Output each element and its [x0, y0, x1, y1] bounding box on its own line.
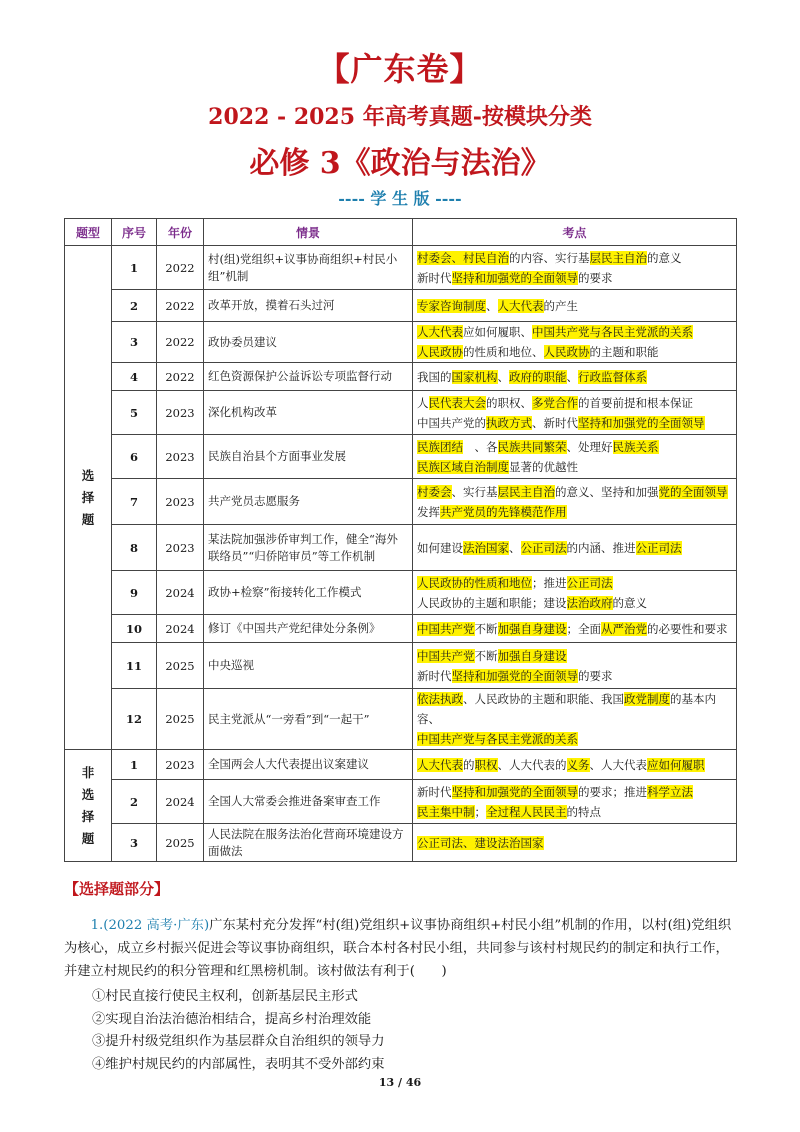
- context-cell: 共产党员志愿服务: [204, 479, 413, 525]
- context-cell: 村(组)党组织+议事协商组织+村民小组”机制: [204, 246, 413, 290]
- context-cell: 中央巡视: [204, 643, 413, 689]
- point-text: 的必要性和要求: [647, 621, 728, 636]
- number-cell: 10: [112, 615, 157, 643]
- point-line: [417, 413, 732, 433]
- option-4: ④维护村规民约的内部属性，表明其不受外部约束: [92, 1056, 385, 1072]
- highlighted-term: 人民政协: [543, 345, 590, 359]
- number-cell: 11: [112, 643, 157, 689]
- table-row: [65, 571, 737, 615]
- highlighted-term: 人民政协: [417, 345, 463, 359]
- header-points: 考点: [413, 219, 737, 246]
- highlighted-term: 专家咨询制度: [417, 298, 486, 313]
- point-text: ；全面: [566, 621, 601, 636]
- point-text: 中国共产党的: [417, 415, 486, 430]
- option-3: ③提升村级党组织作为基层群众自治组织的领导力: [92, 1034, 385, 1049]
- point-text: 显著的优越性: [509, 459, 578, 474]
- highlighted-term: 依法执政: [417, 692, 463, 706]
- highlighted-term: 人大代表: [497, 298, 544, 313]
- highlighted-term: 坚持和加强党的全面领导: [451, 668, 578, 683]
- table-row: [65, 391, 737, 435]
- point-text: 的特点: [566, 804, 601, 819]
- highlighted-term: 村委会、村民自治: [417, 250, 509, 265]
- number-cell: 12: [112, 689, 157, 750]
- points-cell: [413, 571, 737, 615]
- highlighted-term: 行政监督体系: [578, 369, 647, 384]
- context-cell: 全国两会人大代表提出议案建议: [204, 750, 413, 780]
- point-text: 的性质和地位、: [463, 345, 544, 359]
- table-row: [65, 824, 737, 862]
- year-cell: 2023: [157, 479, 204, 525]
- page-title: 【广东卷】: [317, 50, 483, 88]
- question-number: 1.: [90, 918, 104, 933]
- context-cell: 改革开放，摸着石头过河: [204, 290, 413, 322]
- point-text: 、: [566, 369, 578, 384]
- highlighted-term: 中国共产党: [417, 621, 475, 636]
- context-cell: 政协+检察”衔接转化工作模式: [204, 571, 413, 615]
- points-cell: [413, 750, 737, 780]
- point-text: 的意义、坚持和加强: [555, 484, 659, 499]
- question-type-cell: 非 选 择 题: [65, 750, 112, 862]
- year-cell: 2025: [157, 689, 204, 750]
- table-row: [65, 290, 737, 322]
- number-cell: 4: [112, 363, 157, 391]
- highlighted-term: 坚持和加强党的全面领导: [451, 270, 578, 285]
- question-body: 广东某村充分发挥“村(组)党组织+议事协商组织+村民小组”机制的作用，以村(组)党组织为核心，成立乡村振兴促进会等议事协商组织，联合本村各村民小组，共同参与该村村规民约的制定和执行工作，并建立村规民约的积分管理和红黑榜机制。该村做法有利于( ): [64, 918, 732, 979]
- question-text: [64, 914, 740, 983]
- highlighted-term: 法治国家: [463, 540, 509, 555]
- question-type-cell: 选 择 题: [65, 246, 112, 750]
- point-text: 、: [486, 298, 498, 313]
- point-line: [417, 729, 732, 749]
- context-cell: 红色资源保护公益诉讼专项监督行动: [204, 363, 413, 391]
- number-cell: 2: [112, 780, 157, 824]
- number-cell: 7: [112, 479, 157, 525]
- highlighted-term: 民族区域自治制度: [417, 459, 509, 474]
- point-line: [417, 619, 732, 639]
- context-cell: 深化机构改革: [204, 391, 413, 435]
- point-line: [417, 367, 732, 387]
- points-cell: [413, 824, 737, 862]
- point-text: 新时代: [417, 784, 452, 799]
- points-cell: [413, 479, 737, 525]
- highlighted-term: 公正司法: [566, 575, 613, 590]
- highlighted-term: 公正司法、建设法治国家: [417, 835, 544, 850]
- number-cell: 3: [112, 824, 157, 862]
- highlighted-term: 民族共同繁荣: [497, 439, 567, 454]
- context-cell: 政协委员建议: [204, 322, 413, 363]
- point-text: 的要求；推进: [578, 784, 647, 799]
- point-line: [417, 573, 732, 593]
- module-title: 必修 3《政治与法治》: [249, 146, 551, 181]
- point-text: 的: [463, 757, 475, 772]
- point-line: [417, 457, 732, 477]
- answer-options: [92, 986, 385, 1076]
- year-cell: 2023: [157, 525, 204, 571]
- point-text: 、实行基: [451, 484, 498, 499]
- context-cell: 全国人大常委会推进备案审查工作: [204, 780, 413, 824]
- point-text: 不断: [474, 621, 498, 636]
- highlighted-term: 共产党员的先锋模范作用: [440, 504, 567, 519]
- point-text: 、人大代表的: [497, 757, 567, 772]
- point-text: 应如何履职、: [463, 325, 532, 339]
- point-text: 、人民政协的主题和职能、我国: [463, 692, 624, 706]
- context-cell: 民族自治县个方面事业发展: [204, 435, 413, 479]
- point-text: 不断: [474, 648, 498, 663]
- point-text: 人: [417, 395, 429, 410]
- point-text: 的首要前提和根本保证: [578, 395, 693, 410]
- point-text: 新时代: [417, 668, 452, 683]
- point-line: [417, 646, 732, 666]
- point-text: 新时代: [417, 270, 452, 285]
- point-text: 的要求: [578, 668, 613, 683]
- number-cell: 9: [112, 571, 157, 615]
- table-row: [65, 322, 737, 363]
- year-cell: 2022: [157, 290, 204, 322]
- point-line: [417, 502, 732, 522]
- points-cell: [413, 290, 737, 322]
- highlighted-term: 多党合作: [532, 395, 578, 410]
- table-row: [65, 689, 737, 750]
- highlighted-term: 党的全面领导: [658, 484, 728, 499]
- point-text: 、: [497, 369, 509, 384]
- highlighted-term: 民族团结: [417, 439, 463, 454]
- table-row: [65, 780, 737, 824]
- number-cell: 8: [112, 525, 157, 571]
- highlighted-term: 公正司法: [635, 540, 682, 555]
- point-text: 的意义: [612, 595, 647, 610]
- year-cell: 2025: [157, 824, 204, 862]
- page-subtitle: 2022 - 2025 年高考真题-按模块分类: [208, 104, 592, 130]
- highlighted-term: 中国共产党: [417, 648, 475, 663]
- point-text: 、: [509, 540, 521, 555]
- table-row: [65, 479, 737, 525]
- section-heading: 【选择题部分】: [64, 880, 170, 898]
- year-cell: 2024: [157, 780, 204, 824]
- point-line: [417, 268, 732, 288]
- points-cell: [413, 391, 737, 435]
- year-cell: 2024: [157, 615, 204, 643]
- header-year: 年份: [157, 219, 204, 246]
- highlighted-term: 民族关系: [612, 439, 659, 454]
- context-cell: 某法院加强涉侨审判工作，健全“海外联络员”“归侨陪审员”等工作机制: [204, 525, 413, 571]
- highlighted-term: 加强自身建设: [497, 621, 567, 636]
- highlighted-term: 村委会: [417, 484, 452, 499]
- table-header-row: [65, 219, 737, 246]
- table-row: [65, 750, 737, 780]
- points-cell: [413, 246, 737, 290]
- header-context: 情景: [204, 219, 413, 246]
- table-row: [65, 246, 737, 290]
- point-text: 的内涵、推进: [566, 540, 636, 555]
- highlighted-term: 科学立法: [647, 784, 693, 799]
- point-text: 如何建设: [417, 540, 463, 555]
- point-text: 的产生: [543, 298, 578, 313]
- option-1: ①村民直接行使民主权利，创新基层民主形式: [92, 989, 358, 1004]
- year-cell: 2022: [157, 322, 204, 363]
- point-line: [417, 755, 732, 775]
- points-cell: [413, 780, 737, 824]
- edition-label: ---- 学 生 版 ----: [338, 189, 462, 208]
- point-line: [417, 833, 732, 853]
- highlighted-term: 政党制度: [624, 692, 670, 706]
- points-cell: [413, 435, 737, 479]
- highlighted-term: 应如何履职: [647, 757, 705, 772]
- context-cell: 民主党派从“一旁看”到“一起干”: [204, 689, 413, 750]
- point-text: 人民政协的主题和职能: [417, 595, 532, 610]
- year-cell: 2025: [157, 643, 204, 689]
- highlighted-term: 加强自身建设: [497, 648, 567, 663]
- context-cell: 修订《中国共产党纪律处分条例》: [204, 615, 413, 643]
- table-row: [65, 435, 737, 479]
- point-text: 的基本内容、: [417, 692, 716, 726]
- highlighted-term: 层民主自治: [589, 250, 647, 265]
- summary-table: [64, 218, 737, 862]
- year-cell: 2023: [157, 391, 204, 435]
- point-line: [417, 593, 732, 613]
- highlighted-term: 中国共产党与各民主党派的关系: [417, 732, 578, 746]
- point-line: [417, 393, 732, 413]
- point-text: 、新时代: [532, 415, 578, 430]
- points-cell: [413, 615, 737, 643]
- number-cell: 1: [112, 750, 157, 780]
- point-line: [417, 782, 732, 802]
- point-text: 发挥: [417, 504, 440, 519]
- point-text: ；推进: [532, 575, 567, 590]
- header-number: 序号: [112, 219, 157, 246]
- year-cell: 2022: [157, 246, 204, 290]
- highlighted-term: 国家机构: [451, 369, 498, 384]
- table-row: [65, 363, 737, 391]
- number-cell: 3: [112, 322, 157, 363]
- points-cell: [413, 363, 737, 391]
- point-text: 的主题和职能: [589, 345, 659, 359]
- point-text: 的意义: [647, 250, 682, 265]
- point-text: 、处理好: [566, 439, 613, 454]
- highlighted-term: 人民政协的性质和地位: [417, 575, 532, 590]
- number-cell: 6: [112, 435, 157, 479]
- table-row: [65, 643, 737, 689]
- point-text: 、人大代表: [589, 757, 647, 772]
- year-cell: 2024: [157, 571, 204, 615]
- page-number: 13 / 46: [378, 1076, 422, 1089]
- header-type: 题型: [65, 219, 112, 246]
- point-line: [417, 538, 732, 558]
- highlighted-term: 坚持和加强党的全面领导: [451, 784, 578, 799]
- point-text: 、各: [463, 439, 498, 454]
- year-cell: 2023: [157, 750, 204, 780]
- highlighted-term: 政府的职能: [509, 369, 567, 384]
- point-line: [417, 666, 732, 686]
- table-row: [65, 525, 737, 571]
- year-cell: 2023: [157, 435, 204, 479]
- point-line: [417, 689, 732, 729]
- number-cell: 1: [112, 246, 157, 290]
- highlighted-term: 职权: [474, 757, 498, 772]
- point-text: ；: [474, 804, 486, 819]
- table-row: [65, 615, 737, 643]
- highlighted-term: 民代表大会: [428, 395, 486, 410]
- highlighted-term: 义务: [566, 757, 590, 772]
- point-line: [417, 437, 732, 457]
- point-text: 我国的: [417, 369, 452, 384]
- highlighted-term: 法治政府: [566, 595, 613, 610]
- number-cell: 5: [112, 391, 157, 435]
- highlighted-term: 层民主自治: [497, 484, 555, 499]
- option-2: ②实现自治法治德治相结合，提高乡村治理效能: [92, 1011, 372, 1027]
- highlighted-term: 从严治党: [601, 621, 647, 636]
- point-line: [417, 322, 732, 342]
- point-line: [417, 342, 732, 362]
- points-cell: [413, 643, 737, 689]
- point-line: [417, 296, 732, 316]
- year-cell: 2022: [157, 363, 204, 391]
- point-text: 的要求: [578, 270, 613, 285]
- point-line: [417, 482, 732, 502]
- point-line: [417, 248, 732, 268]
- point-text: 的职权、: [486, 395, 532, 410]
- point-line: [417, 802, 732, 822]
- point-text: 的内容、实行基: [509, 250, 590, 265]
- highlighted-term: 中国共产党与各民主党派的关系: [532, 325, 693, 339]
- question-source: (2022 高考·广东): [103, 918, 210, 933]
- highlighted-term: 人大代表: [417, 325, 463, 339]
- highlighted-term: 坚持和加强党的全面领导: [578, 415, 705, 430]
- points-cell: [413, 525, 737, 571]
- context-cell: 人民法院在服务法治化营商环境建设方面做法: [204, 824, 413, 862]
- highlighted-term: 执政方式: [486, 415, 532, 430]
- number-cell: 2: [112, 290, 157, 322]
- highlighted-term: 人大代表: [417, 757, 463, 772]
- point-text: ；建设: [532, 595, 567, 610]
- highlighted-term: 民主集中制: [417, 804, 475, 819]
- points-cell: [413, 322, 737, 363]
- points-cell: [413, 689, 737, 750]
- highlighted-term: 全过程人民民主: [486, 804, 567, 819]
- highlighted-term: 公正司法: [520, 540, 567, 555]
